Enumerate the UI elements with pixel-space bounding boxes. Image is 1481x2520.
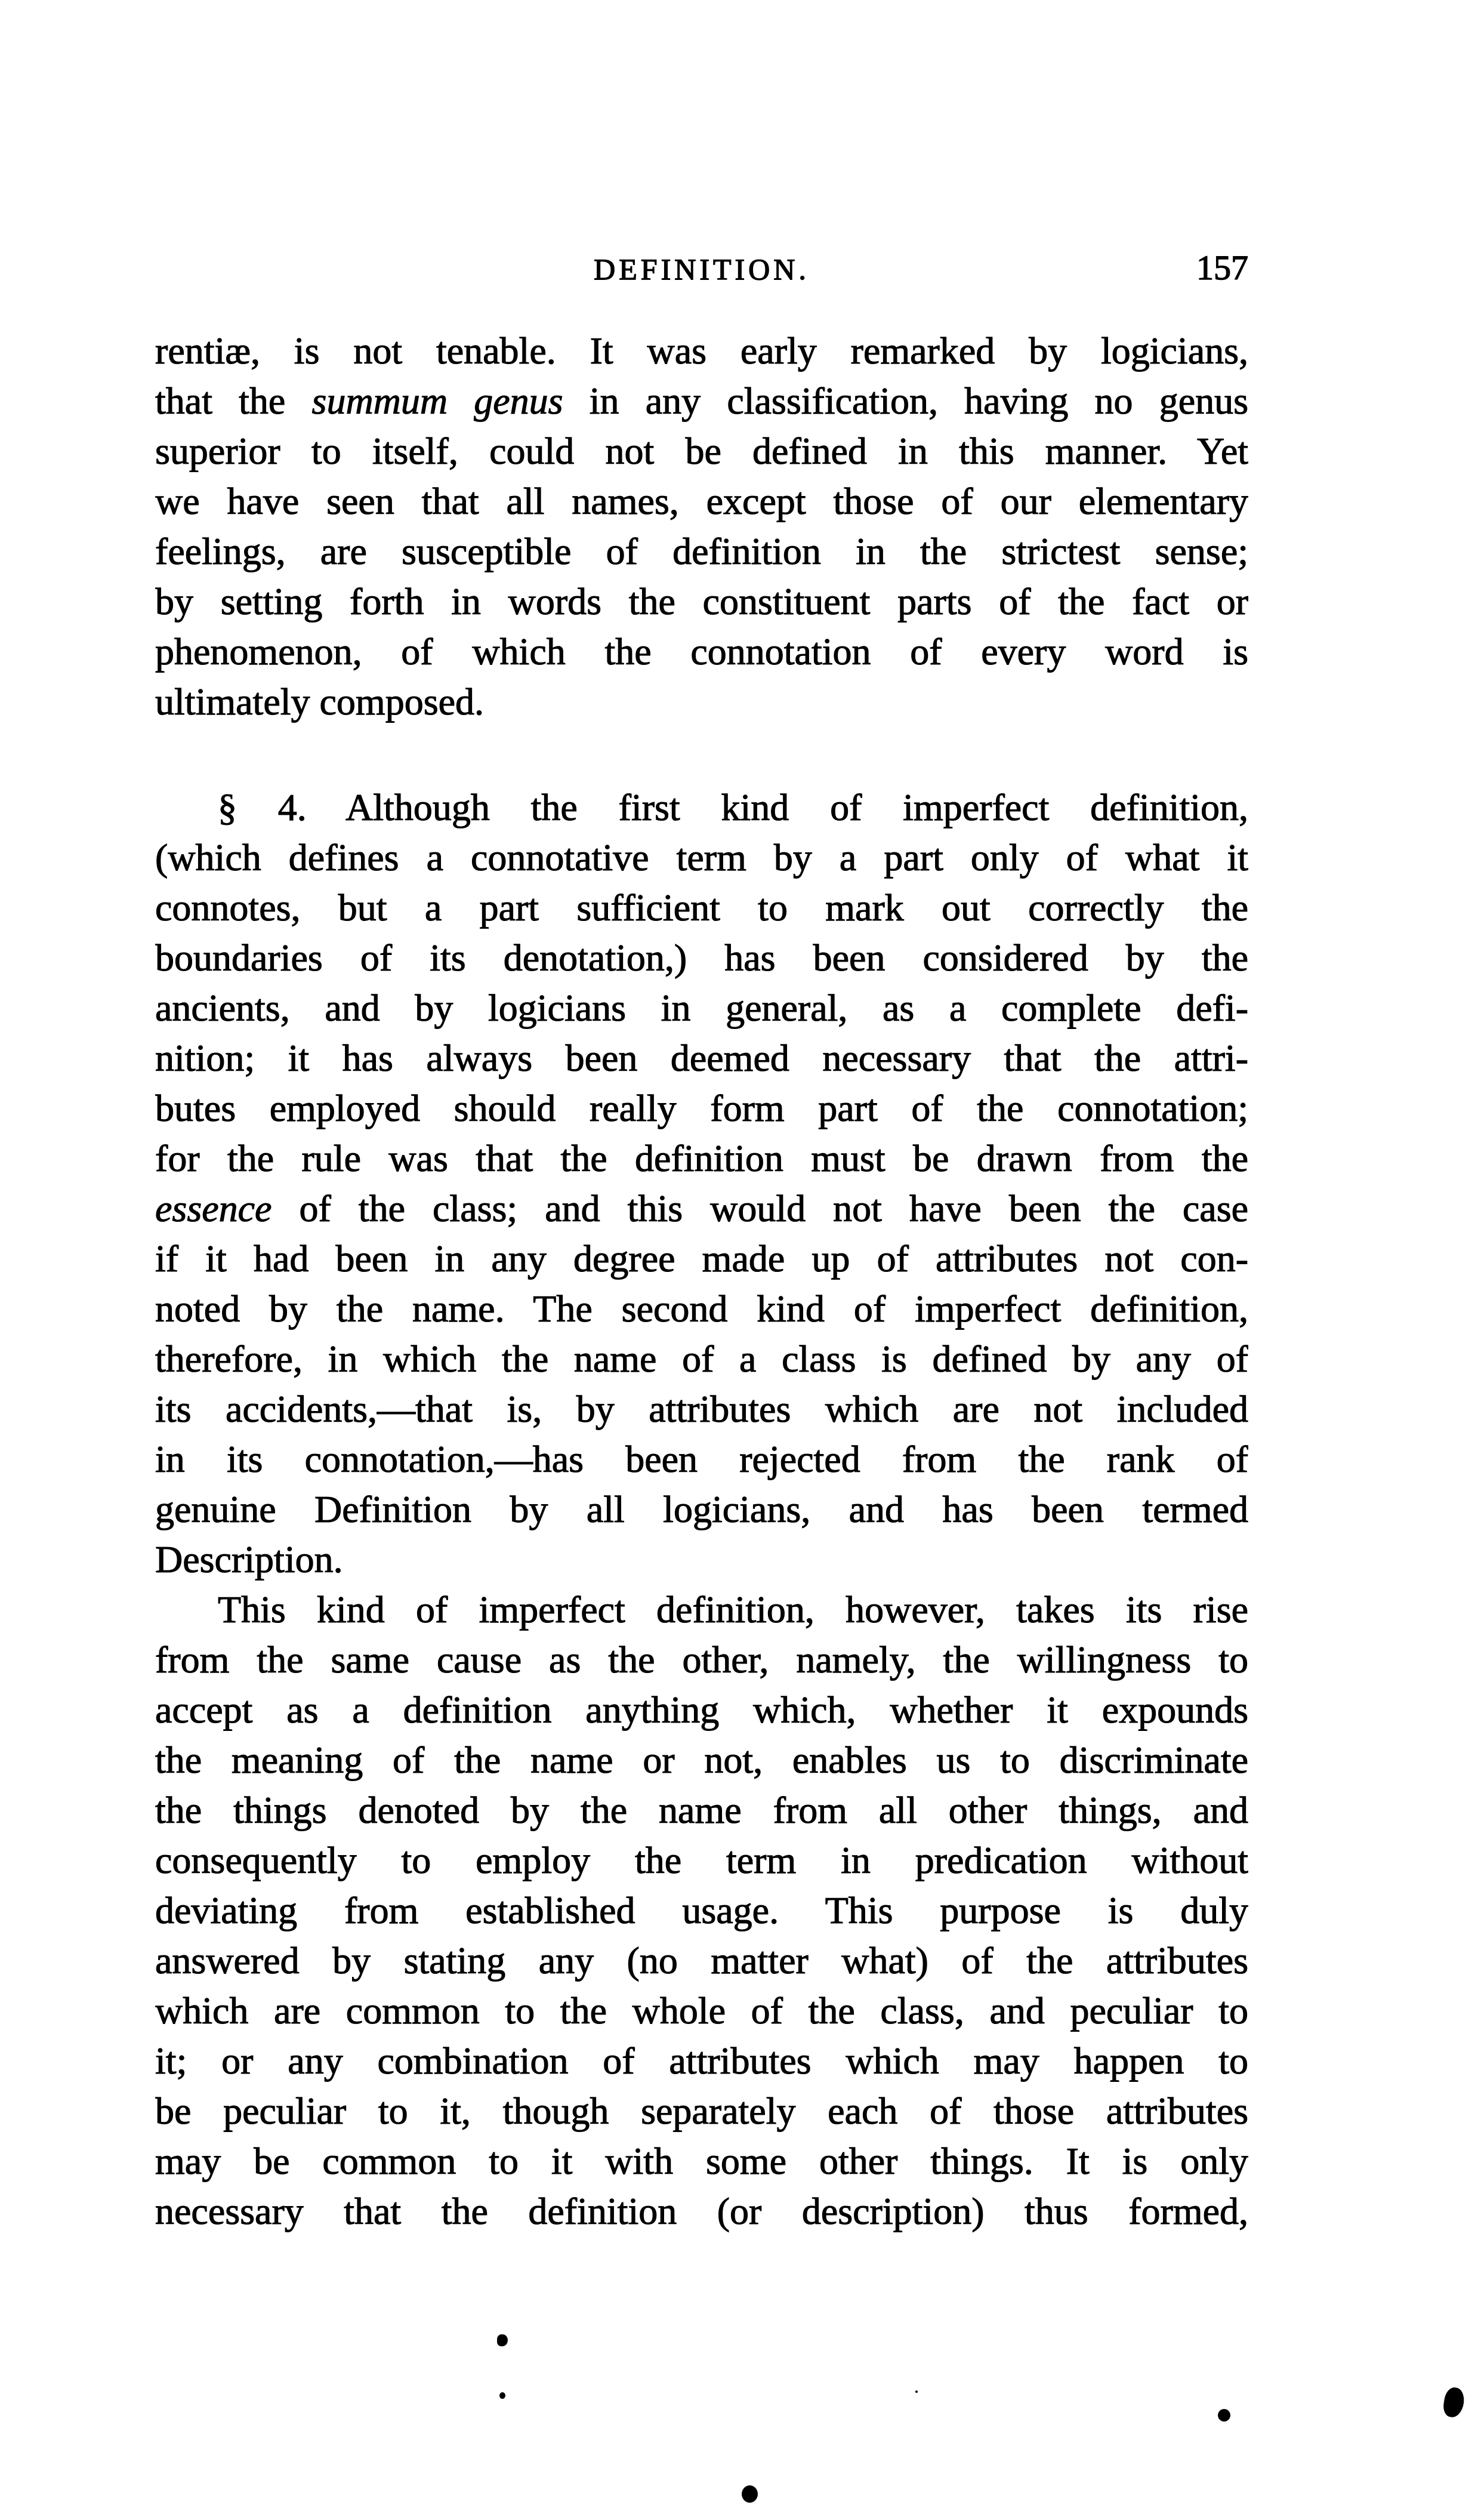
text-line: ancients, and by logicians in general, as a complete defi- bbox=[155, 987, 1248, 1029]
paragraph-3 bbox=[155, 1585, 1248, 2236]
text-line: This kind of imperfect definition, however, takes its rise bbox=[218, 1588, 1248, 1631]
ink-speck bbox=[915, 2390, 918, 2393]
text-line: its accidents,—that is, by attributes which are not included bbox=[155, 1388, 1248, 1430]
text-line bbox=[155, 376, 1248, 426]
running-title: DEFINITION. bbox=[594, 252, 810, 286]
text-line: by setting forth in words the constituent parts of the fact or bbox=[155, 580, 1248, 623]
text-line bbox=[155, 1184, 1248, 1234]
text-line: the meaning of the name or not, enables us to discriminate bbox=[155, 1739, 1248, 1781]
ink-speck bbox=[497, 2334, 508, 2346]
text-line: noted by the name. The second kind of imperfect definition, bbox=[155, 1287, 1248, 1330]
text-line: Description. bbox=[155, 1538, 343, 1581]
text-line: in its connotation,—has been rejected from the rank of bbox=[155, 1438, 1248, 1480]
text-line: we have seen that all names, except those of our elementary bbox=[155, 480, 1248, 522]
text-line: if it had been in any degree made up of attributes not con- bbox=[155, 1237, 1248, 1280]
text-line-section-4: § 4. Although the first kind of imperfect definition, bbox=[218, 786, 1248, 828]
text-line: the things denoted by the name from all other things, and bbox=[155, 1789, 1248, 1831]
text-line: necessary that the definition (or description) thus formed, bbox=[155, 2190, 1248, 2232]
paragraph-1 bbox=[155, 326, 1248, 727]
text-line: connotes, but a part sufficient to mark out correctly the bbox=[155, 886, 1248, 929]
text-line: consequently to employ the term in predication without bbox=[155, 1839, 1248, 1881]
text-line: accept as a definition anything which, whether it expounds bbox=[155, 1689, 1248, 1731]
text-line: be peculiar to it, though separately each of those attributes bbox=[155, 2090, 1248, 2132]
text-line: it; or any combination of attributes which may happen to bbox=[155, 2040, 1248, 2082]
ink-speck bbox=[742, 2485, 758, 2503]
text-segment: that the bbox=[155, 380, 312, 422]
text-line: phenomenon, of which the connotation of every word is bbox=[155, 630, 1248, 673]
text-segment: in any classification, having no genus bbox=[563, 380, 1248, 422]
page-number: 157 bbox=[1196, 248, 1248, 287]
ink-speck bbox=[1442, 2386, 1465, 2419]
text-line: butes employed should really form part of the connotation; bbox=[155, 1087, 1248, 1129]
text-line: rentiæ, is not tenable. It was early remarked by logicians, bbox=[155, 329, 1248, 372]
text-line: superior to itself, could not be defined in this manner. Yet bbox=[155, 430, 1248, 472]
italic-term: summum genus bbox=[311, 380, 563, 422]
text-line: boundaries of its denotation,) has been considered by the bbox=[155, 936, 1248, 979]
text-line: therefore, in which the name of a class is defined by any of bbox=[155, 1338, 1248, 1380]
text-line: which are common to the whole of the class, and peculiar to bbox=[155, 1989, 1248, 2032]
text-line: feelings, are susceptible of definition in the strictest sense; bbox=[155, 530, 1248, 572]
text-line: (which defines a connotative term by a part only of what it bbox=[155, 836, 1248, 879]
text-line: may be common to it with some other things. It is only bbox=[155, 2140, 1248, 2182]
text-line: ultimately composed. bbox=[155, 680, 484, 723]
text-line: deviating from established usage. This purpose is duly bbox=[155, 1889, 1248, 1931]
italic-term: essence bbox=[155, 1187, 272, 1230]
text-line: for the rule was that the definition must be drawn from the bbox=[155, 1137, 1248, 1179]
text-line: answered by stating any (no matter what) of the attributes bbox=[155, 1939, 1248, 1982]
paragraph-2 bbox=[155, 783, 1248, 1585]
text-segment: of the class; and this would not have been the case bbox=[271, 1187, 1248, 1230]
text-line: from the same cause as the other, namely, the willingness to bbox=[155, 1638, 1248, 1681]
ink-speck bbox=[499, 2392, 505, 2399]
ink-speck bbox=[1218, 2409, 1230, 2422]
text-line: nition; it has always been deemed necessary that the attri- bbox=[155, 1037, 1248, 1079]
body-text bbox=[155, 326, 1248, 2236]
text-line: genuine Definition by all logicians, and has been termed bbox=[155, 1488, 1248, 1530]
